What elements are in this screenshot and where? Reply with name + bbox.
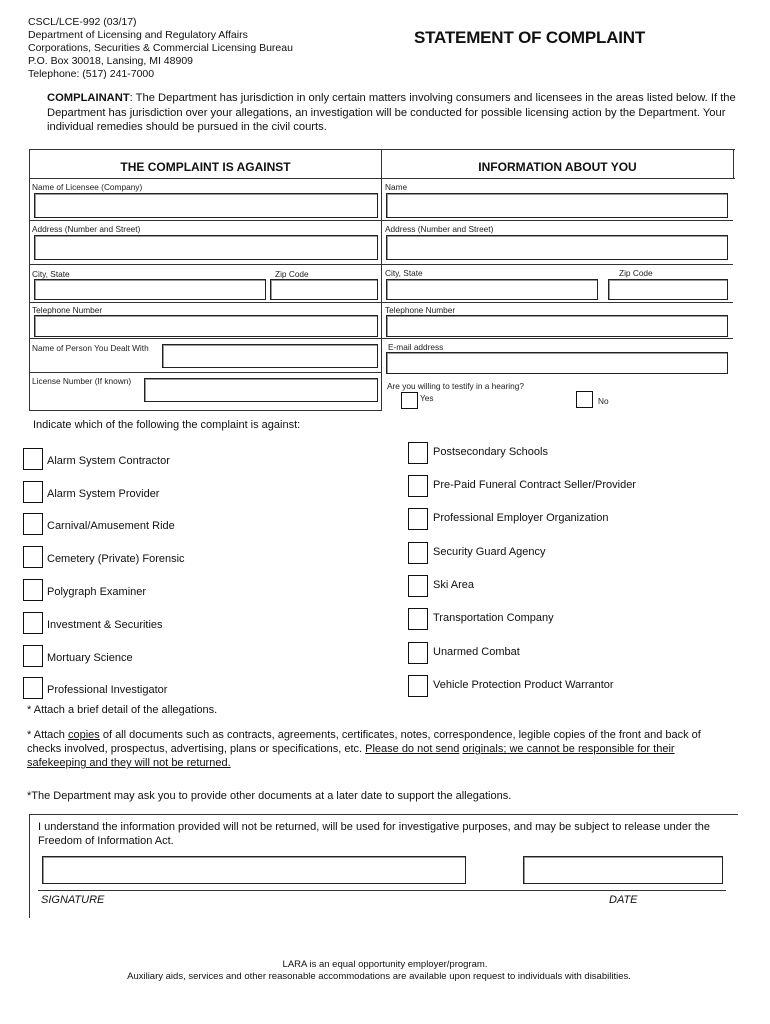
- footer-equal-opportunity: LARA is an equal opportunity employer/program.: [282, 959, 488, 970]
- department-name: Department of Licensing and Regulatory Affairs: [28, 29, 248, 41]
- attach-copies-warning: Please do not send: [365, 743, 460, 755]
- category-label: Polygraph Examiner: [47, 586, 147, 598]
- row-divider: [381, 220, 733, 221]
- may-ask-note: *The Department may ask you to provide other documents at a later date to support the allegations.: [27, 790, 512, 802]
- category-checkbox[interactable]: [408, 508, 428, 530]
- category-checkbox[interactable]: [23, 579, 43, 601]
- heading-divider: [29, 178, 735, 179]
- mailing-address: P.O. Box 30018, Lansing, MI 48909: [28, 55, 194, 67]
- category-label: Investment & Securities: [47, 619, 163, 631]
- complainant-intro: [47, 91, 742, 135]
- your-city-label: City, State: [385, 268, 423, 278]
- license-number-field[interactable]: [144, 378, 378, 402]
- category-checkbox[interactable]: [408, 675, 428, 697]
- your-address-field[interactable]: [386, 235, 728, 260]
- your-address-label: Address (Number and Street): [385, 224, 494, 234]
- row-divider: [29, 302, 382, 303]
- attach-copies-tail: originals; we cannot be responsible for their safekeeping and they will not be returned.: [27, 743, 675, 769]
- complainant-label: COMPLAINANT: [47, 92, 130, 104]
- category-checkbox[interactable]: [408, 542, 428, 564]
- complainant-text: : The Department has jurisdiction in only certain matters involving consumers and licensees in the areas listed below. If the Department has jurisdiction over your allegations, an investigation will be conducted for possible licensing action by the Department. Your individual remedies should be pursued in the civil courts.: [47, 92, 736, 133]
- licensee-name-field[interactable]: [34, 193, 378, 218]
- against-address-label: Address (Number and Street): [32, 224, 141, 234]
- row-divider: [29, 372, 382, 373]
- you-heading: INFORMATION ABOUT YOU: [478, 160, 637, 174]
- attach-copies-mid: of all documents such as contracts, agreements, certificates, notes, correspondence, legible copies of the front and back of checks involved, prospectus, advertising, plans or specifications, etc.: [27, 729, 701, 755]
- date-label: DATE: [609, 894, 638, 906]
- attach-detail-note: * Attach a brief detail of the allegations.: [27, 704, 218, 716]
- against-zip-field[interactable]: [270, 279, 378, 300]
- category-label: Professional Investigator: [47, 684, 168, 696]
- category-checkbox[interactable]: [23, 448, 43, 470]
- category-checkbox[interactable]: [408, 642, 428, 664]
- testify-yes-label: Yes: [420, 393, 434, 403]
- category-label: Ski Area: [433, 579, 474, 591]
- category-label: Alarm System Provider: [47, 488, 160, 500]
- footer-accommodations: Auxiliary aids, services and other reasonable accommodations are available upon request to individuals with disabilities.: [127, 971, 631, 982]
- signature-label: SIGNATURE: [41, 894, 105, 906]
- category-label: Unarmed Combat: [433, 646, 520, 658]
- against-phone-field[interactable]: [34, 315, 378, 337]
- category-checkbox[interactable]: [23, 612, 43, 634]
- against-city-label: City, State: [32, 269, 70, 279]
- category-label: Professional Employer Organization: [433, 512, 609, 524]
- row-divider: [381, 338, 733, 339]
- person-dealt-label: Name of Person You Dealt With: [32, 343, 149, 353]
- category-label: Postsecondary Schools: [433, 446, 548, 458]
- category-checkbox[interactable]: [23, 677, 43, 699]
- category-label: Cemetery (Private) Forensic: [47, 553, 185, 565]
- testify-label: Are you willing to testify in a hearing?: [387, 381, 524, 391]
- date-field[interactable]: [523, 856, 723, 884]
- category-label: Alarm System Contractor: [47, 455, 170, 467]
- telephone-line: Telephone: (517) 241-7000: [28, 68, 155, 80]
- attach-copies-pre: * Attach: [27, 729, 68, 741]
- license-number-label: License Number (If known): [32, 376, 132, 386]
- testify-no-label: No: [598, 396, 609, 406]
- row-divider: [29, 410, 382, 411]
- category-checkbox[interactable]: [23, 546, 43, 568]
- your-zip-field[interactable]: [608, 279, 728, 300]
- email-field[interactable]: [386, 352, 728, 374]
- category-checkbox[interactable]: [23, 481, 43, 503]
- testify-no-checkbox[interactable]: [576, 391, 593, 408]
- against-heading: THE COMPLAINT IS AGAINST: [120, 160, 291, 174]
- row-divider: [29, 220, 382, 221]
- email-label: E-mail address: [388, 342, 444, 352]
- your-name-label: Name: [385, 182, 408, 192]
- your-phone-field[interactable]: [386, 315, 728, 337]
- category-label: Transportation Company: [433, 612, 554, 624]
- against-address-field[interactable]: [34, 235, 378, 260]
- row-divider: [381, 302, 733, 303]
- your-phone-label: Telephone Number: [385, 305, 456, 315]
- page-title: STATEMENT OF COMPLAINT: [414, 28, 646, 47]
- your-name-field[interactable]: [386, 193, 728, 218]
- row-divider: [29, 338, 382, 339]
- category-checkbox[interactable]: [408, 608, 428, 630]
- person-dealt-field[interactable]: [162, 344, 378, 368]
- row-divider: [381, 264, 733, 265]
- category-label: Pre-Paid Funeral Contract Seller/Provider: [433, 479, 636, 491]
- foia-statement: I understand the information provided will not be returned, will be used for investigative purposes, and may be subject to release under the Freedom of Information Act.: [38, 821, 711, 847]
- table-right-border: [733, 149, 734, 179]
- category-checkbox[interactable]: [408, 575, 428, 597]
- category-label: Vehicle Protection Product Warrantor: [433, 679, 614, 691]
- attach-copies-word: copies: [67, 729, 100, 741]
- category-prompt: Indicate which of the following the complaint is against:: [33, 419, 301, 431]
- category-label: Security Guard Agency: [433, 546, 546, 558]
- against-city-field[interactable]: [34, 279, 266, 300]
- table-top-border: [29, 149, 735, 150]
- category-checkbox[interactable]: [408, 475, 428, 497]
- category-checkbox[interactable]: [408, 442, 428, 464]
- your-zip-label: Zip Code: [619, 268, 653, 278]
- against-phone-label: Telephone Number: [32, 305, 103, 315]
- category-label: Carnival/Amusement Ride: [47, 520, 175, 532]
- signature-field[interactable]: [42, 856, 466, 884]
- category-label: Mortuary Science: [47, 652, 133, 664]
- bureau-name: Corporations, Securities & Commercial Licensing Bureau: [28, 42, 293, 54]
- signature-line: [38, 890, 726, 891]
- against-zip-label: Zip Code: [275, 269, 309, 279]
- category-checkbox[interactable]: [23, 513, 43, 535]
- licensee-name-label: Name of Licensee (Company): [32, 182, 143, 192]
- testify-yes-checkbox[interactable]: [401, 392, 418, 409]
- attach-copies-note: [27, 728, 727, 770]
- row-divider: [29, 264, 382, 265]
- form-id: CSCL/LCE-992 (03/17): [28, 16, 137, 28]
- category-checkbox[interactable]: [23, 645, 43, 667]
- your-city-field[interactable]: [386, 279, 598, 300]
